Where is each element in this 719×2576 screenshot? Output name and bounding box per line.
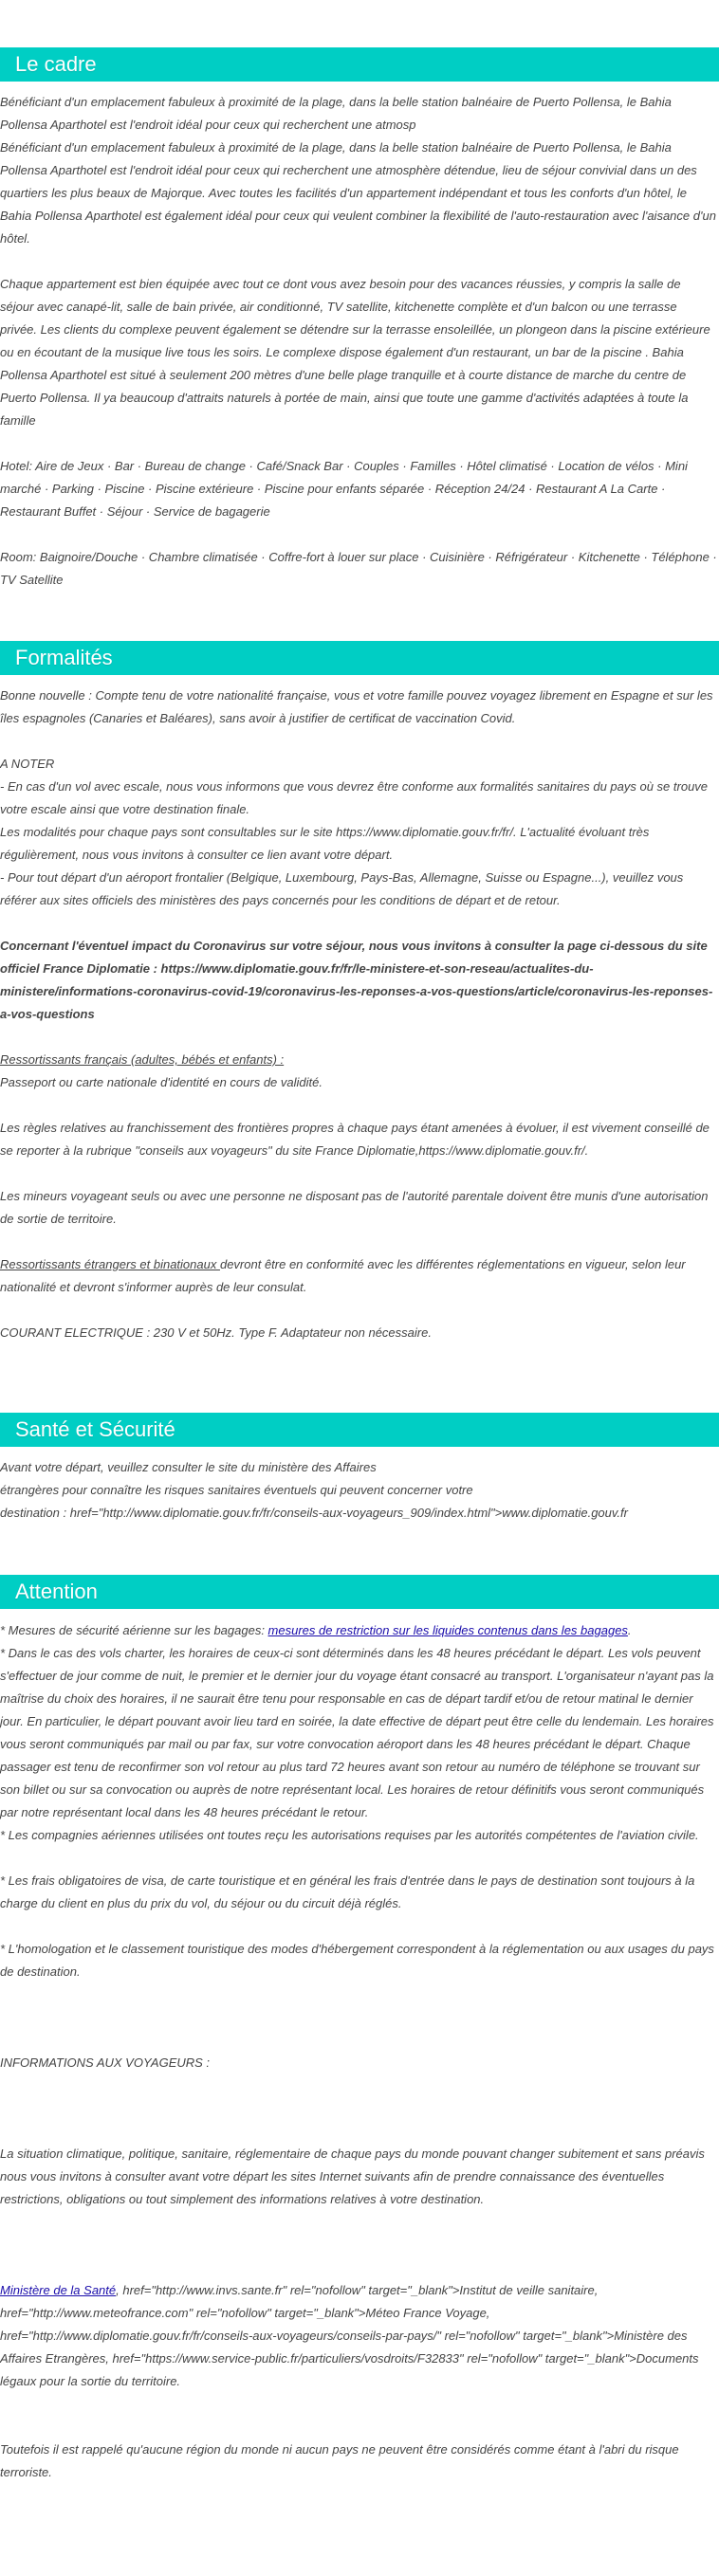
formalites-coronavirus: Concernant l'éventuel impact du Coronavirus sur votre séjour, nous vous invitons à consulter la page ci-dessous du site officiel France Diplomatie : https://www.diplomatie.gouv.fr/fr/le-ministere-et-son-reseau/actualites-du-ministere/informations-coronavirus-covid-19/coronavirus-les-reponses-a-vos-questions/article/coronavirus-les-reponses-a-vos-questions xyxy=(0,939,713,1021)
attention-terrorisme: Toutefois il est rappelé qu'aucune région du monde ni aucun pays ne peuvent être considérés comme étant à l'abri du risque terroriste. xyxy=(0,2442,679,2479)
ministere-sante-link[interactable]: Ministère de la Santé xyxy=(0,2283,117,2297)
sante-content xyxy=(0,1456,717,1525)
attention-frais: * Les frais obligatoires de visa, de carte touristique et en général les frais d'entrée dans le pays de destination sont toujours à la charge du client en plus du prix du vol, du séjour ou du circuit déjà réglés. xyxy=(0,1873,695,1910)
restriction-liquides-link[interactable]: mesures de restriction sur les liquides contenus dans les bagages xyxy=(267,1623,628,1637)
cadre-room-amenities: Room: Baignoire/Douche · Chambre climatisée · Coffre-fort à louer sur place · Cuisinière · Réfrigérateur · Kitchenette · Téléphone · TV Satellite xyxy=(0,550,717,587)
attention-situation-1: La situation climatique, politique, sanitaire, réglementaire de chaque pays du monde pouvant changer subitement et sans préavis xyxy=(0,2147,705,2161)
formalites-passeport: Passeport ou carte nationale d'identité en cours de validité. xyxy=(0,1075,323,1089)
section-header-attention: Attention xyxy=(0,1575,719,1609)
section-header-cadre: Le cadre xyxy=(0,47,719,82)
formalites-etrangers xyxy=(0,1253,717,1299)
formalites-bonne-nouvelle: Bonne nouvelle : Compte tenu de votre nationalité française, vous et votre famille pouvez voyagez librement en Espagne et sur les îles espagnoles (Canaries et Baléares), sans avoir à justifier de certificat de vaccination Covid. xyxy=(0,688,713,725)
attention-vols-charter: * Dans le cas des vols charter, les horaires de ceux-ci sont déterminés dans les 48 heures précédant le départ. Les vols peuvent s'effectuer de jour comme de nuit, le premier et le dernier jour du voyage étant consacré au transport. L'organisateur n'ayant pas la maîtrise du choix des horaires, il ne saurait être tenu pour responsable en cas de départ tardif et/ou de retour matinal le dernier jour. En particulier, le départ pouvant avoir lieu tard en soirée, la date effective de départ peut être celle du lendemain. Les horaires vous seront communiqués par mail ou par fax, sur votre convocation aéroport dans les 48 heures précédant le départ. Chaque passager est tenu de reconfirmer son vol retour au plus tard 72 heures avant son retour au numéro de téléphone se trouvant sur son billet ou sur sa convocation ou auprès de notre représentant local. Les horaires de retour définitifs vous seront communiqués par notre représentant local dans les 48 heures précédant le retour. xyxy=(0,1646,714,1819)
attention-content xyxy=(0,1619,717,2484)
attention-mesures: * Mesures de sécurité aérienne sur les bagages: mesures de restriction sur les liquides contenus dans les bagages. xyxy=(0,1623,632,1637)
formalites-etrangers-text: devront être en conformité avec les différentes réglementations en vigueur, selon leur nationalité et devront s'informer auprès de leur consulat. xyxy=(0,1257,686,1294)
cadre-intro-truncated: Bénéficiant d'un emplacement fabuleux à proximité de la plage, dans la belle station balnéaire de Puerto Pollensa, le Bahia Pollensa Aparthotel est l'endroit idéal pour ceux qui recherchent une atmosp xyxy=(0,95,672,132)
attention-homologation: * L'homologation et le classement touristique des modes d'hébergement correspondent à la réglementation ou aux usages du pays de destination. xyxy=(0,1942,714,1979)
attention-compagnies: * Les compagnies aériennes utilisées ont toutes reçu les autorisations requises par les autorités compétentes de l'aviation civile. xyxy=(0,1828,699,1842)
attention-mesures-prefix: * Mesures de sécurité aérienne sur les bagages: xyxy=(0,1623,268,1637)
cadre-intro: Bénéficiant d'un emplacement fabuleux à proximité de la plage, dans la belle station balnéaire de Puerto Pollensa, le Bahia Pollensa Aparthotel est l'endroit idéal pour ceux qui recherchent une atmosphère détendue, lieu de séjour convivial dans un des quartiers les plus beaux de Majorque. Avec toutes les facilités d'un appartement indépendant et tous les conforts d'un hôtel, le Bahia Pollensa Aparthotel est également idéal pour ceux qui veulent combiner la flexibilité de l'auto-restauration avec l'aisance d'un hôtel. xyxy=(0,140,716,246)
sante-line-3: destination : href="http://www.diplomatie.gouv.fr/fr/conseils-aux-voyageurs_909/index.html">www.diplomatie.gouv.fr xyxy=(0,1506,628,1520)
formalites-etrangers-label: Ressortissants étrangers et binationaux xyxy=(0,1257,220,1271)
formalites-a-noter: A NOTER xyxy=(0,757,55,771)
cadre-content xyxy=(0,91,717,592)
attention-ministere-rest: , href="http://www.invs.sante.fr" rel="nofollow" target="_blank">Institut de veille sanitaire, href="http://www.meteofrance.com" rel="nofollow" target="_blank">Méteo France Voyage, href="http://www.diplomatie.gouv.fr/fr/conseils-aux-voyageurs/conseils-par-pays/" rel="nofollow" target="_blank">Ministère des Affaires Etrangères, href="https://www.service-public.fr/particuliers/vosdroits/F32833" rel="nofollow" target="_blank">Documents légaux pour la sortie du territoire. xyxy=(0,2283,699,2388)
cadre-hotel-amenities: Hotel: Aire de Jeux · Bar · Bureau de change · Café/Snack Bar · Couples · Familles · Hôtel climatisé · Location de vélos · Mini marché · Parking · Piscine · Piscine extérieure · Piscine pour enfants séparée · Réception 24/24 · Restaurant A La Carte · Restaurant Buffet · Séjour · Service de bagagerie xyxy=(0,459,688,519)
formalites-escale: - En cas d'un vol avec escale, nous vous informons que vous devrez être conforme aux formalités sanitaires du pays où se trouve votre escale ainsi que votre destination finale. xyxy=(0,779,709,816)
section-header-formalites: Formalités xyxy=(0,641,719,675)
attention-situation-2: nous vous invitons à consulter avant votre départ les sites Internet suivants afin de prendre connaissance des éventuelles restrictions, obligations ou tout simplement des informations relatives à votre destination. xyxy=(0,2169,665,2206)
formalites-ressortissants-francais: Ressortissants français (adultes, bébés et enfants) : xyxy=(0,1052,285,1067)
formalites-frontalier: - Pour tout départ d'un aéroport frontalier (Belgique, Luxembourg, Pays-Bas, Allemagne, Suisse ou Espagne...), veuillez vous référer aux sites officiels des ministères des pays concernés pour les conditions de départ et de retour. xyxy=(0,870,684,907)
formalites-modalites: Les modalités pour chaque pays sont consultables sur le site https://www.diplomatie.gouv.fr/fr/. L'actualité évoluant très régulièrement, nous vous invitons à consulter ce lien avant votre départ. xyxy=(0,825,650,862)
formalites-content xyxy=(0,685,717,1344)
attention-ministere xyxy=(0,2279,717,2393)
formalites-courant: COURANT ELECTRIQUE : 230 V et 50Hz. Type F. Adaptateur non nécessaire. xyxy=(0,1325,432,1340)
sante-line-2: étrangères pour connaître les risques sanitaires éventuels qui peuvent concerner votre xyxy=(0,1483,473,1497)
attention-infos-voyageurs: INFORMATIONS AUX VOYAGEURS : xyxy=(0,2055,211,2070)
cadre-appartement: Chaque appartement est bien équipée avec tout ce dont vous avez besoin pour des vacances réussies, y compris la salle de séjour avec canapé-lit, salle de bain privée, air conditionné, TV satellite, kitchenette complète et d'un balcon ou une terrasse privée. Les clients du complexe peuvent également se détendre sur la terrasse ensoleillée, un plongeon dans la piscine extérieure ou en écoutant de la musique live tous les soirs. Le complexe dispose également d'un restaurant, un bar de la piscine . Bahia Pollensa Aparthotel est situé à seulement 200 mètres d'une belle plage tranquille et à courte distance de marche du centre de Puerto Pollensa. Il ya beaucoup d'attraits naturels à portée de main, ainsi que toute une gamme d'activités adaptées à toute la famille xyxy=(0,277,710,428)
formalites-regles: Les règles relatives au franchissement des frontières propres à chaque pays étant amenées à évoluer, il est vivement conseillé de se reporter à la rubrique "conseils aux voyageurs" du site France Diplomatie,https://www.diplomatie.gouv.fr/. xyxy=(0,1121,710,1158)
section-header-sante: Santé et Sécurité xyxy=(0,1413,719,1447)
sante-line-1: Avant votre départ, veuillez consulter le site du ministère des Affaires xyxy=(0,1460,377,1474)
formalites-mineurs: Les mineurs voyageant seuls ou avec une personne ne disposant pas de l'autorité parentale doivent être munis d'une autorisation de sortie de territoire. xyxy=(0,1189,709,1226)
